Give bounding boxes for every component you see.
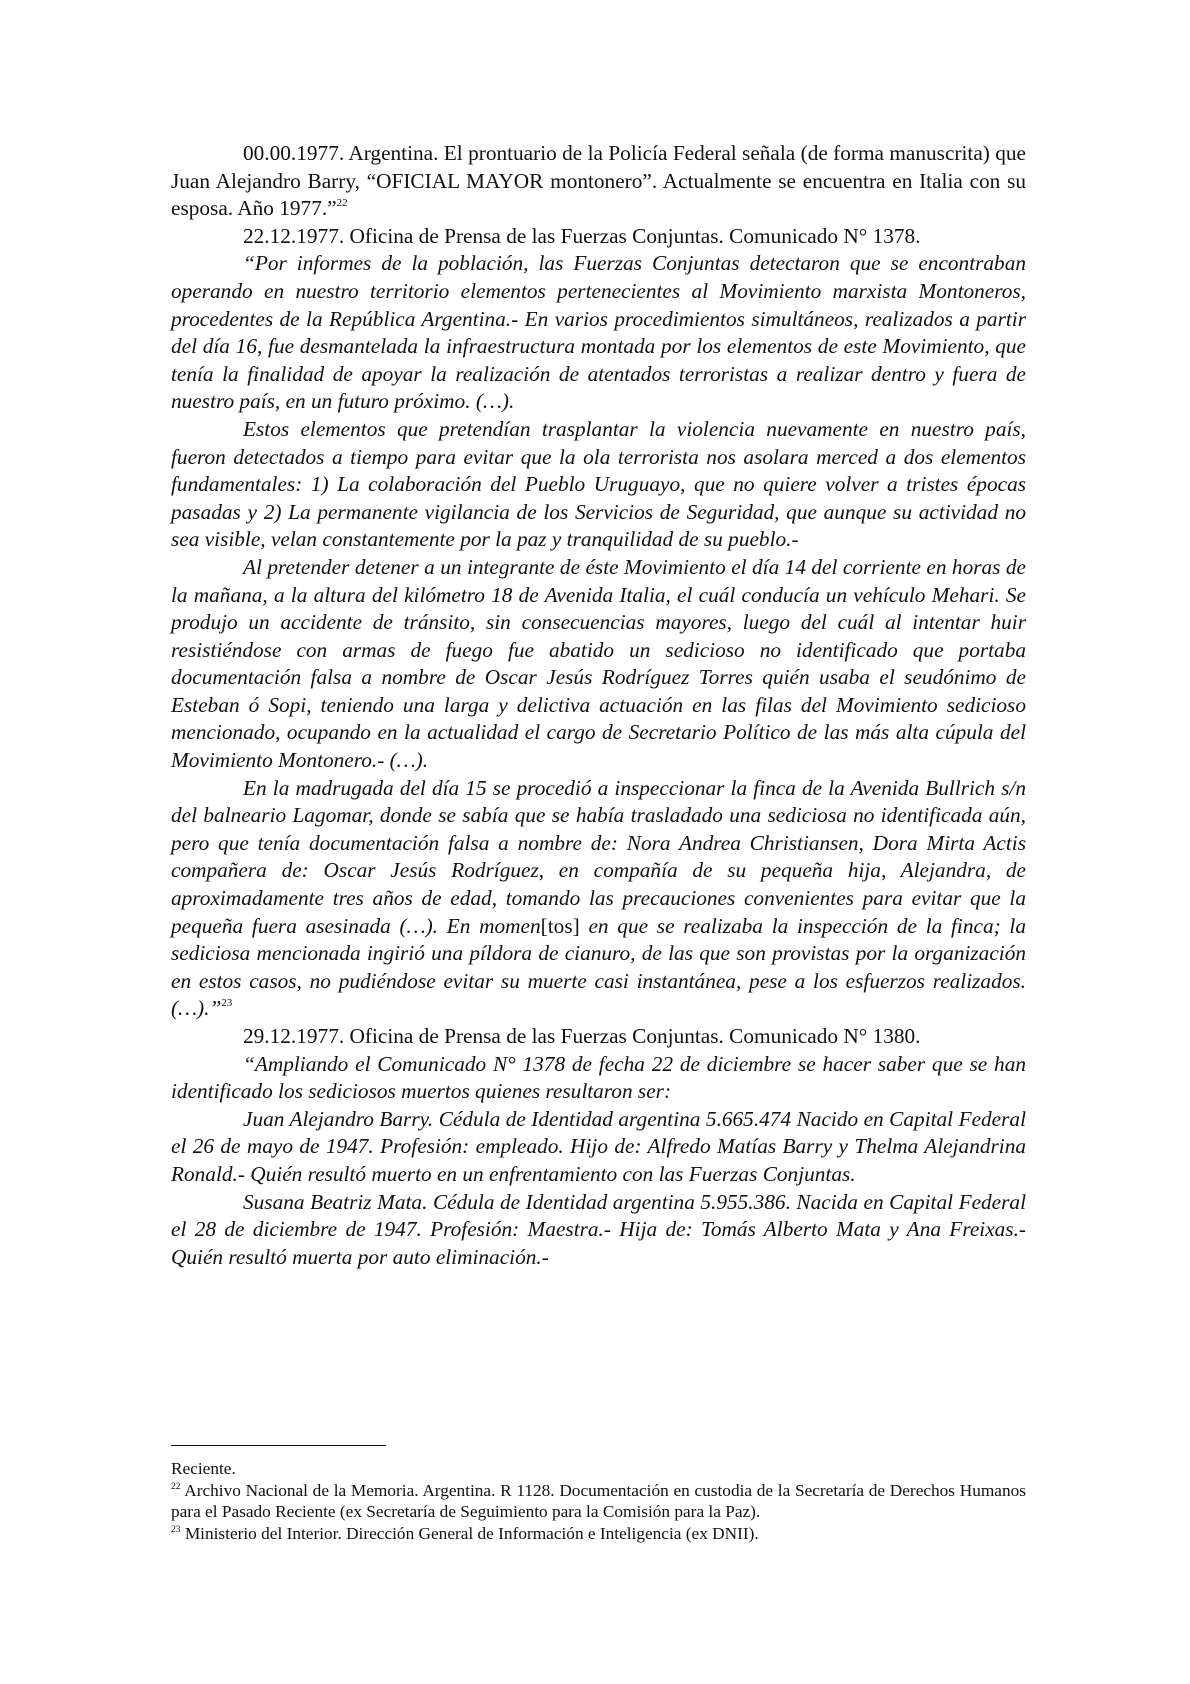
footnote-mark: 23 — [171, 1524, 181, 1535]
paragraph-comunicado-1378-heading: 22.12.1977. Oficina de Prensa de las Fuerzas Conjuntas. Comunicado N° 1378. — [243, 223, 921, 248]
footnote-22 — [171, 1480, 1026, 1523]
paragraph-mata: Susana Beatriz Mata. Cédula de Identidad argentina 5.955.386. Nacida en Capital Federal el 28 de diciembre de 1947. Profesión: Maestra.- Hija de: Tomás Alberto Mata y Ana Freixas.- Quién resultó muerta por auto eliminación.- — [171, 1189, 1026, 1269]
paragraph-quote-3: Al pretender detener a un integrante de éste Movimiento el día 14 del corriente en horas de la mañana, a la altura del kilómetro 18 de Avenida Italia, el cuál conducía un vehículo Mehari. Se produjo un accidente de tránsito, sin consecuencias mayores, luego del cuál al intentar huir resistiéndose con armas de fuego fue abatido un sedicioso no identificado que portaba documentación falsa a nombre de Oscar Jesús Rodríguez Torres quién usaba el seudónimo de Esteban ó Sopi, teniendo una larga y delictiva actuación en las filas del Movimiento sedicioso mencionado, ocupando en la actualidad el cargo de Secretario Político de las más alta cúpula del Movimiento Montonero.- (…). — [171, 554, 1026, 773]
editorial-insert: [tos] — [540, 913, 580, 938]
paragraph-text: 00.00.1977. Argentina. El prontuario de la Policía Federal señala (de forma manuscrita) que Juan Alejandro Barry, “OFICIAL MAYOR montonero”. Actualmente se encuentra en Italia con su esposa. Año 1977.” — [171, 141, 1026, 221]
footnote-text: Archivo Nacional de la Memoria. Argentina. R 1128. Documentación en custodia de la Secretaría de Derechos Humanos para el Pasado Reciente (ex Secretaría de Seguimiento para la Comisión para la Paz). — [171, 1480, 1026, 1522]
paragraph-barry: Juan Alejandro Barry. Cédula de Identidad argentina 5.665.474 Nacido en Capital Federal el 26 de mayo de 1947. Profesión: empleado. Hijo de: Alfredo Matías Barry y Thelma Alejandrina Ronald.- Quién resultó muerto en un enfrentamiento con las Fuerzas Conjuntas. — [171, 1106, 1026, 1186]
footnote-mark: 22 — [171, 1481, 181, 1492]
paragraph-quote-5: “Ampliando el Comunicado N° 1378 de fecha 22 de diciembre se hacer saber que se han identificado los sediciosos muertos quienes resultaron ser: — [171, 1051, 1026, 1104]
footnote-ref-22: 22 — [336, 197, 348, 210]
document-body — [171, 140, 1026, 1271]
paragraph-prontuario — [171, 140, 1026, 223]
footnotes — [171, 1445, 1026, 1544]
paragraph-quote-2: Estos elementos que pretendían trasplantar la violencia nuevamente en nuestro país, fueron detectados a tiempo para evitar que la ola terrorista nos asolara merced a dos elementos fundamentales: 1) La colaboración del Pueblo Uruguayo, que no quiere volver a tristes épocas pasadas y 2) La permanente vigilancia de los Servicios de Seguridad, que aunque su actividad no sea visible, velan constantemente por la paz y tranquilidad de su pueblo.- — [171, 416, 1026, 552]
footnote-23 — [171, 1523, 1026, 1545]
paragraph-comunicado-1380-heading: 29.12.1977. Oficina de Prensa de las Fuerzas Conjuntas. Comunicado N° 1380. — [243, 1024, 921, 1048]
paragraph-quote-1: “Por informes de la población, las Fuerzas Conjuntas detectaron que se encontraban operando en nuestro territorio elementos pertenecientes al Movimiento marxista Montoneros, procedentes de la República Argentina.- En varios procedimientos simultáneos, realizados a partir del día 16, fue desmantelada la infraestructura montada por los elementos de este Movimiento, que tenía la finalidad de apoyar la realización de atentados terroristas a realizar dentro y fuera de nuestro país, en un futuro próximo. (…). — [171, 251, 1026, 414]
paragraph-text: En la madrugada del día 15 se procedió a inspeccionar la finca de la Avenida Bullrich s/n del balneario Lagomar, donde se sabía que se había trasladado una sediciosa no identificada aún, pero que tenía documentación falsa a nombre de: Nora Andrea Christiansen, Dora Mirta Actis compañera de: Oscar Jesús Rodríguez, en compañía de su pequeña hija, Alejandra, de aproximadamente tres años de edad, tomando las precauciones convenientes para evitar que la pequeña fuera asesinada (…). En momen — [171, 775, 1026, 938]
footnote-separator — [171, 1445, 386, 1446]
paragraph-text: en que se realizaba la inspección de la finca; la sediciosa mencionada ingirió una píldora de cianuro, de las que son provistas por la organización en estos casos, no pudiéndose evitar su muerte casi instantánea, pese a los esfuerzos realizados. (…).” — [171, 913, 1026, 1021]
footnote-continuation: Reciente. — [171, 1459, 236, 1478]
footnote-text: Ministerio del Interior. Dirección General de Información e Inteligencia (ex DNII). — [180, 1523, 759, 1543]
paragraph-quote-4 — [171, 775, 1026, 1023]
footnote-ref-23: 23 — [221, 997, 233, 1010]
